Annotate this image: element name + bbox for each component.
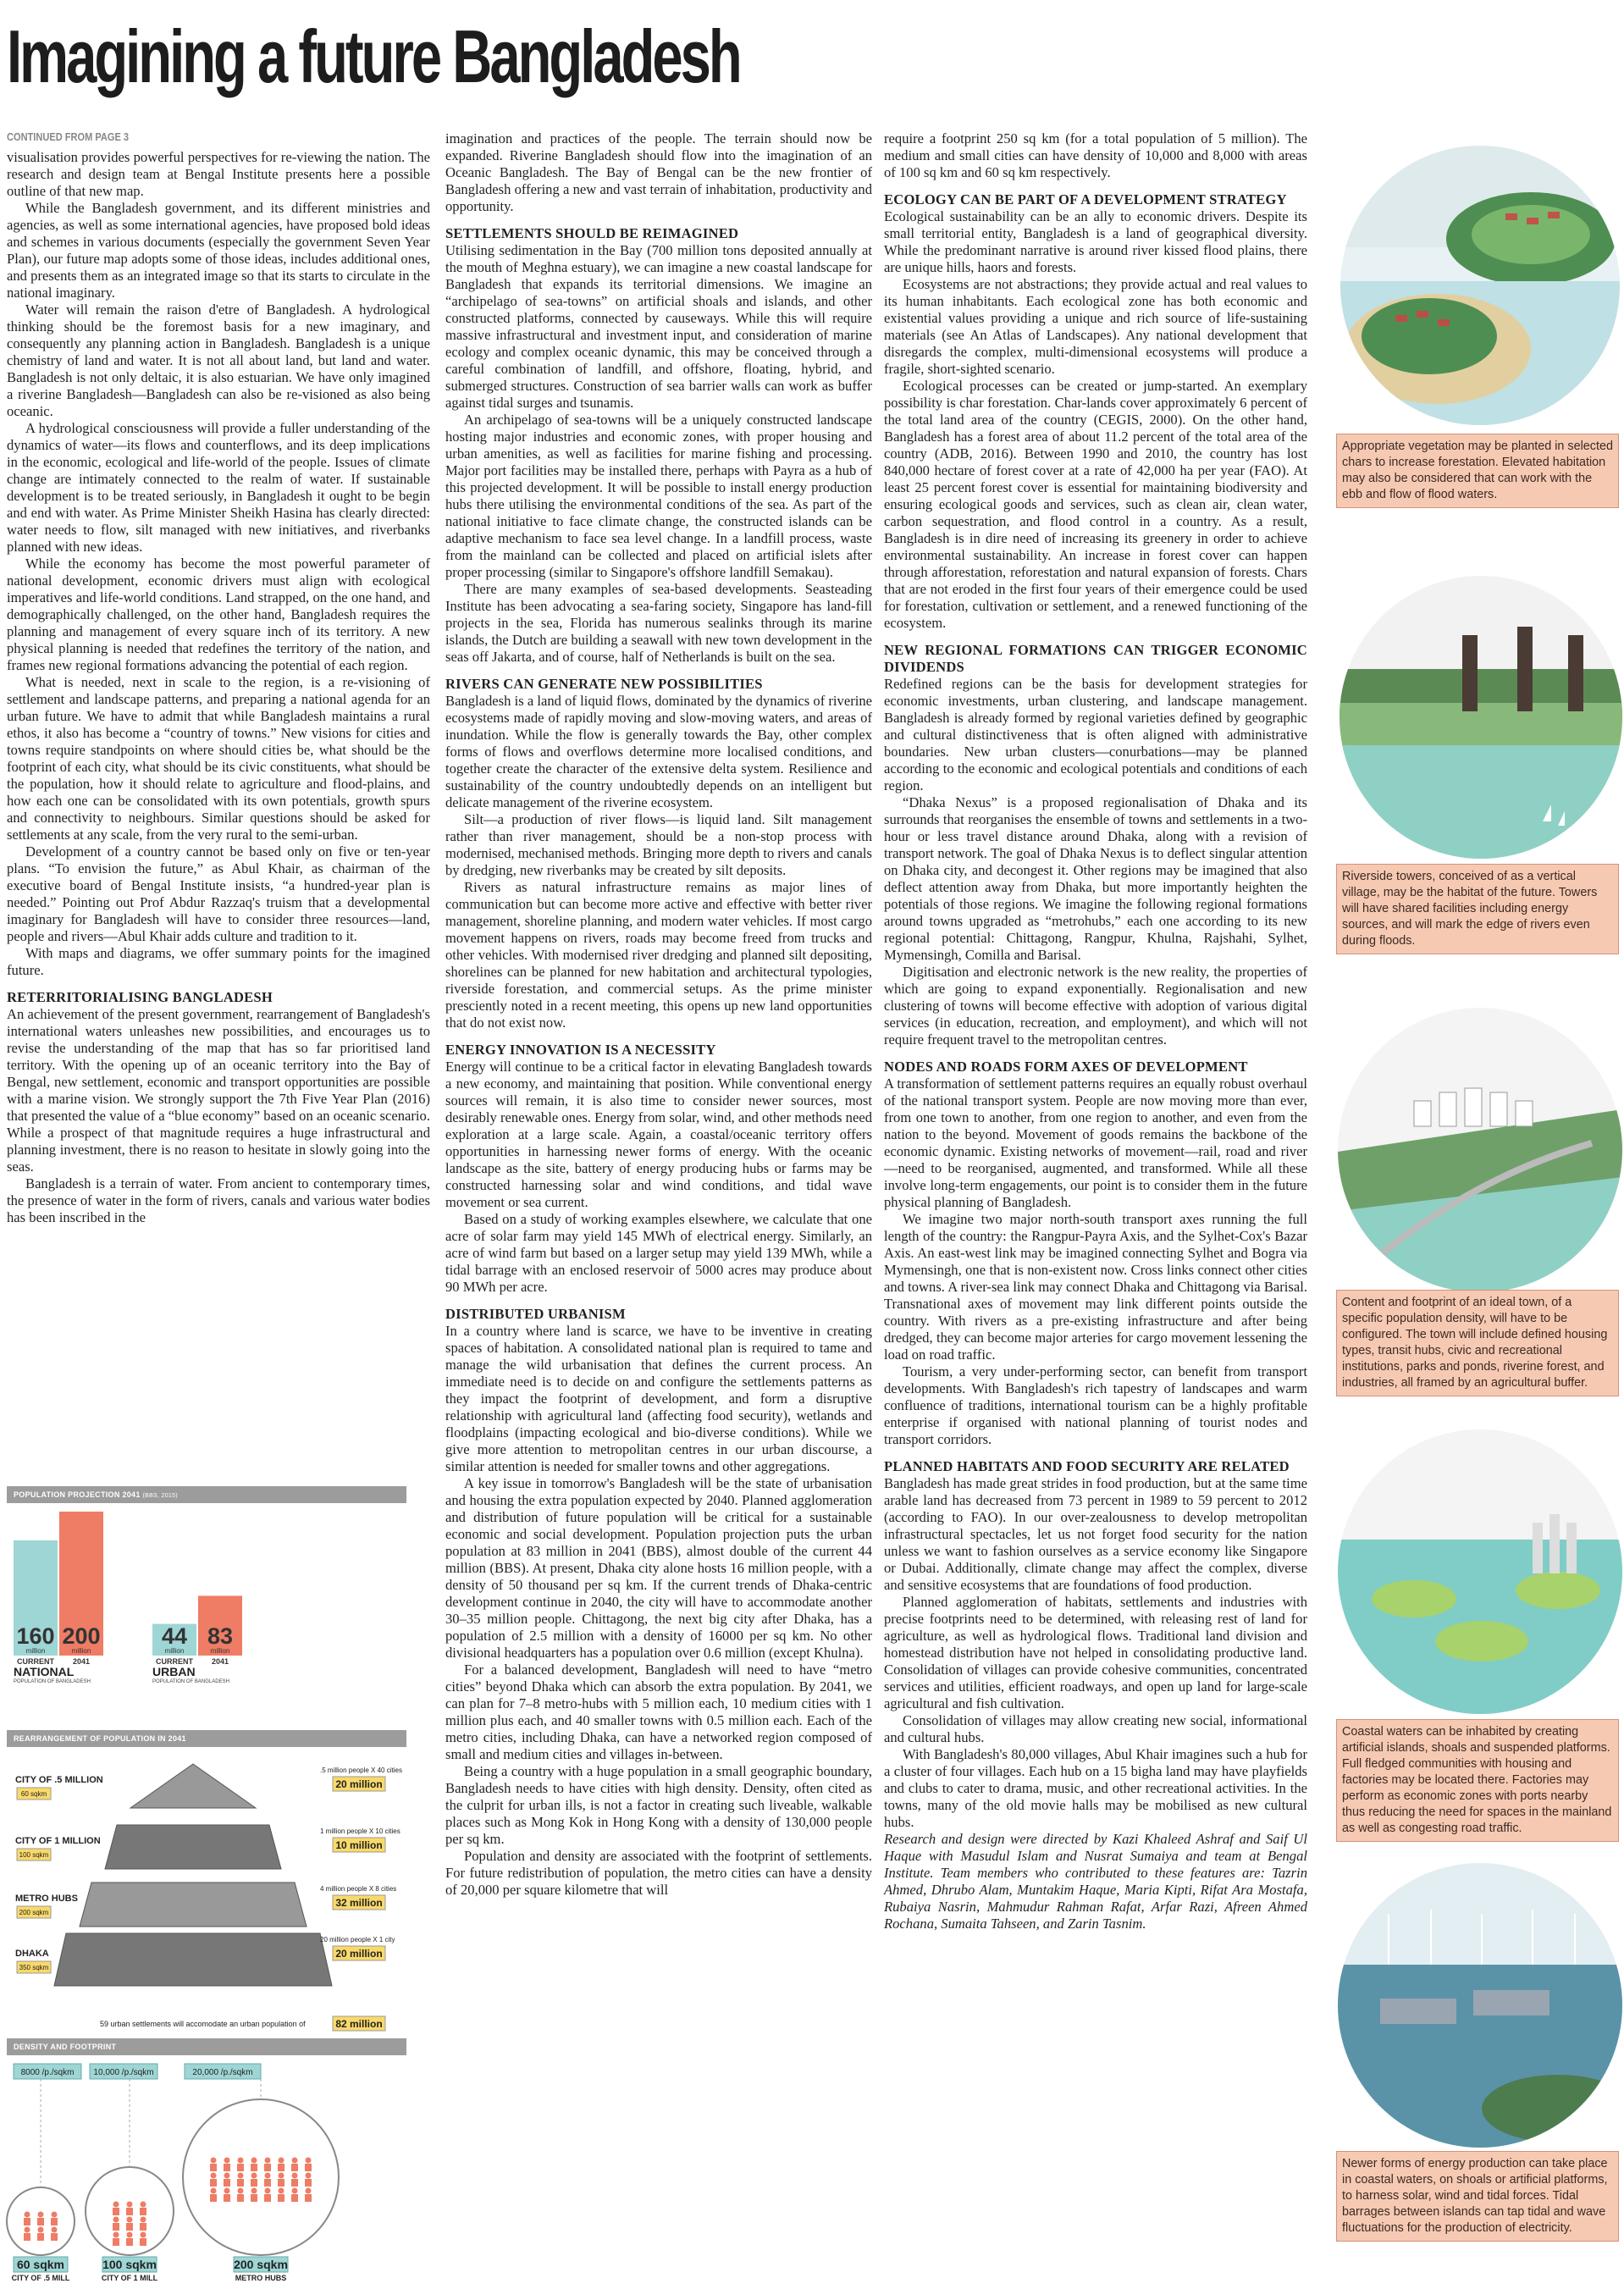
person-icon xyxy=(305,2179,312,2187)
paragraph: Bangladesh has made great strides in food production, but at the same time arable land has decreased from 73 percent in 1989 to 59 percent to 2012 (according to FAO). In our over-zealousness to develop metropolitan infrastructural spectacles, let us not forget food security for the nation unless we want to fashion ourselves as a service economy like Singapore or Dubai. Additionally, climate change may affect the complex, diverse and sensitive ecosystems that are foundations of food production. xyxy=(884,1475,1307,1593)
paragraph: Consolidation of villages may allow creating new social, informational and cultural hubs. xyxy=(884,1712,1307,1745)
density-value: 10,000 /p./sqkm xyxy=(93,2068,154,2077)
caption-char-forestation: Appropriate vegetation may be planted in selected chars to increase forestation. Elevated habitation may also be considered that can work with the ebb and flow of flood waters. xyxy=(1336,434,1619,508)
urban-group-sub: POPULATION OF BANGLADESH xyxy=(152,1679,229,1684)
density-value: 20,000 /p./sqkm xyxy=(192,2068,253,2077)
article-column-2 xyxy=(445,130,872,2286)
paragraph: “Dhaka Nexus” is a proposed regionalisation of Dhaka and its surrounds that reorganises the ensemble of towns and settlements in a two-hour or less travel distance around Dhaka, along with a revision of transport network. The goal of Dhaka Nexus is to deflect singular attention on Dhaka city, and decongest it. Other regions may be imagined that also deflect attention away from Dhaka, but more importantly heighten the potentials of those regions. We imagine the following regional formations around towns upgraded as “metrohubs,” each one according to its new regional potential: Chittagong, Rangpur, Khulna, Rajshahi, Sylhet, Mymensingh, Comilla and Barisal. xyxy=(884,794,1307,963)
tier-name: DHAKA xyxy=(15,1949,49,1959)
person-icon xyxy=(291,2164,298,2171)
person-icon xyxy=(305,2194,312,2202)
person-icon xyxy=(126,2223,133,2231)
person-icon xyxy=(237,2179,244,2187)
paragraph: An achievement of the present government, rearrangement of Bangladesh's international waters unleashes new possibilities, and encourages us to revise the understanding of the map that has so far prioritised land territory. With the opening up of an oceanic territory into the Bay of Bengal, new settlement, economic and transport opportunities are possible with a marine vision. We strongly support the 7th Five Year Plan (2016) that presented the value of a “blue economy” based on an oceanic scenario. While a prospect of that magnitude requires a huge infrastructural and planning investment, there is no reason to hesitate in slowly going into the seas. xyxy=(7,1006,430,1175)
density-header: DENSITY AND FOOTPRINT xyxy=(7,2038,406,2055)
rearrangement-header: REARRANGEMENT OF POPULATION IN 2041 xyxy=(7,1730,406,1747)
paragraph: Water will remain the raison d'etre of Bangladesh. A hydrological thinking should be the foremost basis for a new imaginary, and consequently any planning action in Bangladesh. Bangladesh is a unique chemistry of land and water. It is not all about land, but land and water. Bangladesh is not only deltaic, it is also estuarian. We have only imagined a riverine Bangladesh—Bangladesh can also be re-visioned as also being oceanic. xyxy=(7,301,430,419)
national-current-unit: million xyxy=(25,1647,46,1655)
paragraph: Energy will continue to be a critical factor in elevating Bangladesh towards a new economy, and maintaining that position. While conventional energy sources will remain, it is also time to consider newer sources, most desirably renewable ones. Energy from solar, wind, and other methods need exploration at a large scale. Again, a coastal/oceanic territory offers opportunities in harnessing newer forms of energy. With the oceanic landscape as the site, battery of energy producing hubs or farms may be constructed harnessing solar and wind conditions, and tidal wave movement or sea current. xyxy=(445,1059,872,1210)
riverside-towers-illustration xyxy=(1340,576,1622,859)
person-icon xyxy=(238,2188,244,2194)
tier-area: 200 sqkm xyxy=(19,1909,49,1916)
article-column-1 xyxy=(7,149,430,1453)
urban-group-label: URBAN xyxy=(152,1665,196,1678)
section-heading: DISTRIBUTED URBANISM xyxy=(445,1306,626,1322)
person-icon xyxy=(113,2232,119,2238)
person-icon xyxy=(279,2158,284,2164)
person-icon xyxy=(306,2158,312,2164)
pop-header-label: POPULATION PROJECTION 2041 xyxy=(14,1490,141,1499)
person-icon xyxy=(140,2223,146,2231)
paragraph: With maps and diagrams, we offer summary points for the imagined future. xyxy=(7,945,430,978)
tier-area: 350 sqkm xyxy=(19,1964,49,1971)
person-icon xyxy=(140,2208,146,2215)
national-future-unit: million xyxy=(71,1647,91,1655)
paragraph: An archipelago of sea-towns will be a uniquely constructed landscape hosting major industries and economic zones, with proper housing and urban amenities, as well as facilities for marine fishing and processing. Major port facilities may be installed there, perhaps with Payra as a hub of this projected development. It will be possible to install energy production hubs there utilising the environmental conditions of the sea. As part of the national initiative to face climate change, the constructed islands can be adaptive mechanism to face sea level change. In a landfill process, waste from the mainland can be collected and placed on artificial islets after proper processing (similar to Singapore's offshore landfill Semakau). xyxy=(445,412,872,580)
area-value: 200 sqkm xyxy=(234,2258,288,2271)
page-title: Imagining a future Bangladesh xyxy=(7,14,740,98)
energy-production-illustration xyxy=(1338,1863,1622,2148)
tier-area: 100 sqkm xyxy=(19,1851,49,1859)
section-heading: NODES AND ROADS FORM AXES OF DEVELOPMENT xyxy=(884,1059,1248,1075)
population-infographic xyxy=(7,1486,440,2289)
person-icon xyxy=(24,2233,30,2241)
person-icon xyxy=(238,2158,244,2164)
person-icon xyxy=(264,2179,271,2187)
person-icon xyxy=(251,2188,257,2194)
paragraph: Being a country with a huge population in a small geographic boundary, Bangladesh needs to have cities with high density. Density, often cited as the culprit for urban ills, is not a factor in creating such liveable, walkable places such as Mong Kok in Hong Kong with a density of 130,000 people per sq km. xyxy=(445,1763,872,1847)
person-icon xyxy=(251,2173,257,2179)
area-value: 60 sqkm xyxy=(16,2258,65,2271)
tier-people: 20 million people X 1 city xyxy=(320,1936,395,1943)
person-icon xyxy=(25,2212,30,2218)
person-icon xyxy=(224,2164,230,2171)
paragraph: Bangladesh is a land of liquid flows, dominated by the dynamics of riverine ecosystems made of rapidly moving and slow-moving waters, and areas of inundation. While the flow is generally towards the Bay, other complex forms of flows and overflows determine more localised conditions, and together create the character of the extensive delta system. Resilience and sustainability of the country undoubtedly depends on an intelligent but delicate management of the riverine ecosystem. xyxy=(445,693,872,810)
pyramid-total: 82 million xyxy=(335,2018,383,2030)
person-icon xyxy=(37,2218,44,2225)
person-icon xyxy=(126,2238,133,2246)
tier-people: 1 million people X 10 cities xyxy=(320,1827,400,1835)
paragraph: In a country where land is scarce, we have to be inventive in creating spaces of habitation. A consolidated national plan is required to tame and manage the wild urbanisation that defines the current process. An immediate need is to decide on and configure the settlements patterns as they impact the footprint of development, and form a disruptive relationship with agricultural land (affecting food security), wetlands and floodplains (impacting ecological and bio-diverse conditions). While we give more attention to metropolitan centres in our urban discourse, a similar attention is needed for smaller towns and other aggregations. xyxy=(445,1323,872,1474)
person-icon xyxy=(210,2179,217,2187)
paragraph: Ecological processes can be created or jump-started. An exemplary possibility is char forestation. Char-lands cover approximately 6 percent of the total land area of the country (CEGIS, 2000). On the other hand, Bangladesh has a forest area of about 11.2 percent of the total area of the country (ADB, 2016). Between 1990 and 2010, the country has lost 840,000 hectare of forest cover at a rate of 42,000 ha per year (FAO). At least 25 percent forest cover is essential for maintaining biodiversity and ensuring ecological goods and services, such as clean air, clean water, carbon sequestration, and flood control in a country. As a result, Bangladesh is in dire need of increasing its greenery in order to achieve environmental sustainability. An increase in forest cover can happen through afforestation, reforestation and natural expansion of forests. Chars that are not eroded in the first four years of their emergence could be used for forestation, cultivation or settlement, and a renewed functioning of the ecosystem. xyxy=(884,378,1307,631)
tier-name: CITY OF .5 MILLION xyxy=(15,1775,103,1785)
paragraph: We imagine two major north-south transport axes running the full length of the country: the Rangpur-Payra Axis, and the Sylhet-Cox's Bazar Axis. An east-west link may be imagined connecting Sylhet and Bogra via Mymensingh, one that is non-existent now. Cross links connect other cities and towns. A river-sea link may connect Dhaka and Chittagong via Barisal. Transnational axes of movement may link different points outside the country. With rivers as a pre-existing infrastructure and after being dredged, they can become major arteries for cargo movement lessening the load on road traffic. xyxy=(884,1211,1307,1363)
person-icon xyxy=(52,2227,58,2233)
person-icon xyxy=(279,2188,284,2194)
person-icon xyxy=(211,2158,217,2164)
paragraph: For a balanced development, Bangladesh will need to have “metro cities” beyond Dhaka which can absorb the extra population. By 2041, we can plan for 7–8 metro-hubs with 5 million each, 10 medium cities with 1 million plus each, and 40 smaller towns with 0.5 million each. Each of the metro cities, including Dhaka, can have a networked region composed of small and medium cities and villages in-between. xyxy=(445,1661,872,1762)
section-heading: RIVERS CAN GENERATE NEW POSSIBILITIES xyxy=(445,676,763,692)
person-icon xyxy=(224,2179,230,2187)
paragraph: Population and density are associated with the footprint of settlements. For future redistribution of population, the metro cities can have a density of 20,000 per square kilometre that will xyxy=(445,1848,872,1898)
density-name: CITY OF 1 MILL xyxy=(101,2274,158,2282)
paragraph: Digitisation and electronic network is the new reality, the properties of which are going to expand exponentially. Regionalisation and new clustering of towns will become effective with adoption of various digital services (in education, recreation, and employment), and which will not require frequent travel to the metropolitan centres. xyxy=(884,964,1307,1048)
pyramid-tier xyxy=(80,1883,307,1927)
pyramid-note: 59 urban settlements will accomodate an urban population of xyxy=(100,2020,306,2028)
person-icon xyxy=(224,2173,230,2179)
person-icon xyxy=(210,2164,217,2171)
paragraph: Redefined regions can be the basis for development strategies for economic investments, urban clustering, and landscape management. Bangladesh is already formed by regional varieties defined by geographic and cultural distinctiveness that is often aligned with administrative boundaries. New urban clusters—conurbations—may be planned according to the economic and ecological potentials and conditions of each region. xyxy=(884,676,1307,793)
person-icon xyxy=(140,2238,146,2246)
person-icon xyxy=(210,2194,217,2202)
paragraph: Rivers as natural infrastructure remains as major lines of communication but can become more active and effective with better river management, shoreline planning, and modern water vehicles. If most cargo movement happens on rivers, roads may become freed from trucks and other vehicles. With modernised river dredging and planned silt depositing, shorelines can be planned for new habitation and architectural typologies, riverside forestation, and commercial setups. As the prime minister presciently noted in a recent meeting, this opens up new land opportunities that do not exist now. xyxy=(445,879,872,1031)
paragraph: Silt—a production of river flows—is liquid land. Silt management rather than river management, should be a non-stop process with modernised, mechanised methods. Bringing more depth to rivers and canals by dredging, new riverbanks may be created by silt deposits. xyxy=(445,811,872,878)
tier-people: .5 million people X 40 cities xyxy=(320,1767,402,1774)
person-icon xyxy=(224,2194,230,2202)
paragraph: Development of a country cannot be based only on five or ten-year plans. “To envision the future,” as Abul Khair, as chairman of the executive board of Bengal Institute insists, “a hundred-year plan is needed.” Pointing out Prof Abdur Razzaq's truism that a developmental imaginary for Bangladesh will have to consider three resources—land, people and rivers—Abul Khair adds culture and tradition to it. xyxy=(7,843,430,944)
pyramid-tier xyxy=(105,1825,281,1869)
person-icon xyxy=(238,2173,244,2179)
paragraph: Bangladesh is a terrain of water. From ancient to contemporary times, the presence of water in the form of rivers, canals and various water bodies has been inscribed in the xyxy=(7,1175,430,1225)
person-icon xyxy=(51,2218,58,2225)
national-current-label: CURRENT xyxy=(17,1657,54,1666)
paragraph: A key issue in tomorrow's Bangladesh will be the state of urbanisation and housing the extra population expected by 2040. Planned agglomeration and distribution of future population will be critical for a sustainable economic and social development. Population projection puts the urban population at 83 million in 2041 (BBS), almost double of the current 44 million (BBS). At present, Dhaka city alone hosts 16 million people, with a density of 50 thousand per sq km. If the current trends of Dhaka-centric development continue in 2040, the city will have to accommodate another 30–35 million people. Chittagong, the next big city after Dhaka, has a population of 2.5 million with a density of 16000 per sq km. No other divisional headquarters has a population over 0.6 million (except Khulna). xyxy=(445,1475,872,1661)
paragraph: What is needed, next in scale to the region, is a re-visioning of settlement and landscape patterns, and preparing a national agenda for an urban future. We have to admit that while Bangladesh maintains a rural ethos, it also has become a “country of towns.” New visions for cities and towns require standpoints on where should cities be, what should be the footprint of each city, what should be its civic constituents, what should be the population, how it should relate to agriculture and flood-plains, and how each one can be consolidated with its own potentials, growth spurs and connectivity to neighbours. Similar questions should be asked for settlements at any scale, from the very rural to the semi-urban. xyxy=(7,674,430,843)
person-icon xyxy=(292,2173,298,2179)
density-footprint-diagram xyxy=(7,2059,406,2289)
national-current-value: 160 xyxy=(16,1623,55,1649)
tier-total: 10 million xyxy=(335,1839,383,1851)
article-column-3 xyxy=(884,130,1307,2286)
person-icon xyxy=(51,2233,58,2241)
urban-future-label: 2041 xyxy=(211,1657,229,1666)
person-icon xyxy=(278,2194,284,2202)
density-name: METRO HUBS xyxy=(235,2274,287,2282)
section-heading: PLANNED HABITATS AND FOOD SECURITY ARE RELATED xyxy=(884,1458,1290,1474)
section-heading: SETTLEMENTS SHOULD BE REIMAGINED xyxy=(445,225,739,241)
urban-current-unit: million xyxy=(164,1647,185,1655)
person-icon xyxy=(292,2158,298,2164)
person-icon xyxy=(113,2208,119,2215)
person-icon xyxy=(251,2164,257,2171)
person-icon xyxy=(113,2223,119,2231)
pyramid-tier xyxy=(54,1933,332,1986)
person-icon xyxy=(265,2188,271,2194)
paragraph: While the economy has become the most powerful parameter of national development, economic drivers must align with ecological imperatives and life-world conditions. Land strapped, on the one hand, and demographically challenged, on the other hand, Bangladesh requires the planning and management of every square inch of its territory. A new physical planning is needed that redefines the territory of the nation, and frames new regional formations advancing the potential of each region. xyxy=(7,556,430,673)
person-icon xyxy=(211,2173,217,2179)
urban-current-label: CURRENT xyxy=(156,1657,193,1666)
national-group-label: NATIONAL xyxy=(14,1665,75,1678)
population-bar-chart xyxy=(7,1507,261,1684)
person-icon xyxy=(127,2232,133,2238)
person-icon xyxy=(141,2202,146,2208)
person-icon xyxy=(251,2158,257,2164)
person-icon xyxy=(38,2212,44,2218)
pop-header-source: (BBS, 2015) xyxy=(142,1493,178,1499)
tier-area: 60 sqkm xyxy=(20,1790,47,1798)
section-heading: ENERGY INNOVATION IS A NECESSITY xyxy=(445,1042,716,1058)
paragraph: There are many examples of sea-based developments. Seasteading Institute has been advocating a sea-faring society, Singapore has land-fill projects in the sea, Florida has numerous sealinks through its marine islands, the Dutch are building a seawall with new town development in the seas off Jakarta, and of course, half of Netherlands is built on the sea. xyxy=(445,581,872,665)
person-icon xyxy=(292,2188,298,2194)
person-icon xyxy=(52,2212,58,2218)
tier-total: 20 million xyxy=(335,1778,383,1790)
section-heading: RETERRITORIALISING BANGLADESH xyxy=(7,989,273,1005)
person-icon xyxy=(278,2164,284,2171)
paragraph: A hydrological consciousness will provide a fuller understanding of the dynamics of water—its flows and counterflows, and its deep implications in the economic, ecological and life-world of the people. Issues of climate change are intimately connected to the realm of water. If sustainable development is to be treated seriously, in Bangladesh it ought to be begin and end with water. As Prime Minister Sheikh Hasina has clearly directed: water needs to flow, silt managed with new initiatives, and riverbanks planned with new ideas. xyxy=(7,420,430,555)
person-icon xyxy=(224,2188,230,2194)
paragraph: Ecosystems are not abstractions; they provide actual and real values to its human inhabitants. Each ecological zone has both economic and existential values providing a unique and rich source of life-sustaining materials (see An Atlas of Landscapes). Any national development that disregards the complex, multi-dimensional ecosystems will produce a fragile, short-sighted scenario. xyxy=(884,276,1307,377)
urban-future-unit: million xyxy=(210,1647,230,1655)
tier-name: METRO HUBS xyxy=(15,1894,78,1904)
tier-name: CITY OF 1 MILLION xyxy=(15,1836,101,1846)
national-group-sub: POPULATION OF BANGLADESH xyxy=(14,1679,91,1684)
paragraph: visualisation provides powerful perspectives for re-viewing the nation. The research and design team at Bengal Institute presents here a possible outline of that new map. xyxy=(7,149,430,199)
person-icon xyxy=(127,2202,133,2208)
paragraph: With Bangladesh's 80,000 villages, Abul Khair imagines such a hub for a cluster of four villages. Each hub on a 15 bigha land may have playfields and clubs to cater to drama, music, and other recreational activities. In the towns, many of the old movie halls may be mobilised as new cultural hubs. xyxy=(884,1746,1307,1830)
urban-current-value: 44 xyxy=(161,1623,188,1649)
national-future-label: 2041 xyxy=(72,1657,91,1666)
coastal-islands-illustration xyxy=(1338,1429,1622,1714)
person-icon xyxy=(251,2194,257,2202)
char-forest-illustration xyxy=(1336,146,1624,425)
tier-total: 32 million xyxy=(335,1897,383,1909)
person-icon xyxy=(237,2194,244,2202)
person-icon xyxy=(306,2173,312,2179)
person-icon xyxy=(264,2194,271,2202)
paragraph: While the Bangladesh government, and its different ministries and agencies, as well as some international agencies, have proposed bold ideas and schemes in various documents (especially the government Seven Year Plan), our future map adopts some of those ideas, includes additional ones, and presents them as an integrated image so that its starts to circulate in the national imaginary. xyxy=(7,200,430,301)
person-icon xyxy=(211,2188,217,2194)
paragraph: Based on a study of working examples elsewhere, we calculate that one acre of solar farm may yield 145 MWh of electrical energy. Similarly, an acre of wind farm but based on a larger setup may yield 139 MWh, while a tidal barrage with an enclosed reservoir of 5000 acres may produce about 90 MWh per acre. xyxy=(445,1211,872,1295)
credits-paragraph: Research and design were directed by Kazi Khaleed Ashraf and Saif Ul Haque with Masudul Islam and Nusrat Sumaiya and team at Bengal Institute. Team members who contributed to these features are: Tazrin Ahmed, Dhrubo Alam, Muntakim Haque, Maria Kipti, Rifat Ara Mostafa, Rubaiya Nasrin, Mahmudur Rahman Rafat, Arfar Razi, Afreen Ahmed Rochana, Sumaita Tahseen, and Zarin Tasnim. xyxy=(884,1831,1307,1932)
person-icon xyxy=(306,2188,312,2194)
tier-total: 20 million xyxy=(335,1948,383,1960)
person-icon xyxy=(305,2164,312,2171)
urban-future-value: 83 xyxy=(207,1623,234,1649)
paragraph: require a footprint 250 sq km (for a total population of 5 million). The medium and small cities can have density of 10,000 and 8,000 with areas of 100 sq km and 60 sq km respectively. xyxy=(884,130,1307,180)
tier-people: 4 million people X 8 cities xyxy=(320,1885,397,1893)
person-icon xyxy=(265,2173,271,2179)
person-icon xyxy=(224,2158,230,2164)
caption-coastal-waters: Coastal waters can be inhabited by creating artificial islands, shoals and suspended platforms. Full fledged communities with housing and factories may be located there. Factories may perform as economic zones with ports nearby thus reducing the need for spaces in the mainland as well as congesting road traffic. xyxy=(1336,1719,1619,1842)
person-icon xyxy=(37,2233,44,2241)
person-icon xyxy=(291,2194,298,2202)
person-icon xyxy=(126,2208,133,2215)
pyramid-tier xyxy=(130,1764,256,1808)
density-name: CITY OF .5 MILL xyxy=(11,2274,70,2282)
area-value: 100 sqkm xyxy=(102,2258,157,2271)
person-icon xyxy=(265,2158,271,2164)
person-icon xyxy=(127,2217,133,2223)
person-icon xyxy=(38,2227,44,2233)
paragraph: Planned agglomeration of habitats, settlements and industries with precise footprints need to be determined, with releasing rest of land for agriculture, as well as hydrological flows. Traditional land division and homestead distribution have not helped in consolidating productive land. Consolidation of villages can provide cohesive communities, concentrated services and utilities, efficient roadways, and open up land for large-scale agricultural and fish cultivation. xyxy=(884,1594,1307,1711)
caption-riverside-towers: Riverside towers, conceived of as a vertical village, may be the habitat of the future. Towers will have shared facilities including energy sources, and will mark the edge of rivers even during floods. xyxy=(1336,864,1619,954)
population-pyramid xyxy=(7,1755,406,2035)
ideal-town-illustration xyxy=(1338,1008,1622,1292)
footprint-circle xyxy=(183,2099,339,2255)
national-future-value: 200 xyxy=(62,1623,101,1649)
person-icon xyxy=(113,2217,119,2223)
person-icon xyxy=(141,2232,146,2238)
person-icon xyxy=(264,2164,271,2171)
caption-energy-production: Newer forms of energy production can take place in coastal waters, on shoals or artificial platforms, to harness solar, wind and tidal forces. Tidal barrages between islands can tap tidal and wave fluctuations for the production of electricity. xyxy=(1336,2151,1619,2242)
person-icon xyxy=(251,2179,257,2187)
paragraph: Utilising sedimentation in the Bay (700 million tons deposited annually at the mouth of Meghna estuary), we can imagine a new coastal landscape for Bangladesh that expands its territorial dimensions. We imagine an “archipelago of sea-towns” on artificial shoals and islands, and other constructed platforms, connected by causeways. While this will require massive infrastructural and investment input, and consideration of marine ecology and complex oceanic dynamic, this may be conceived through a careful combination of landfill, and offshore, floating, hybrid, and submerged structures. Construction of sea barrier walls can work as buffer against tidal surges and tsunamis. xyxy=(445,242,872,411)
person-icon xyxy=(113,2202,119,2208)
paragraph: Tourism, a very under-performing sector, can benefit from transport developments. With Bangladesh's rich tapestry of landscapes and warm confluence of traditions, international tourism can be a highly profitable enterprise if organised with national planning of tourist nodes and transport corridors. xyxy=(884,1363,1307,1447)
paragraph: Ecological sustainability can be an ally to economic drivers. Despite its small territorial entity, Bangladesh is a land of geographical diversity. While the predominant narrative is around river kissed flood plains, there are unique hills, haors and forests. xyxy=(884,208,1307,275)
person-icon xyxy=(25,2227,30,2233)
person-icon xyxy=(113,2238,119,2246)
person-icon xyxy=(24,2218,30,2225)
person-icon xyxy=(237,2164,244,2171)
person-icon xyxy=(141,2217,146,2223)
section-heading: NEW REGIONAL FORMATIONS CAN TRIGGER ECONOMIC DIVIDENDS xyxy=(884,642,1307,675)
person-icon xyxy=(279,2173,284,2179)
density-value: 8000 /p./sqkm xyxy=(20,2068,75,2077)
paragraph: A transformation of settlement patterns requires an equally robust overhaul of the national transport system. People are now moving more than ever, from one town to another, from one region to another, and even from the nation to the beyond. Movement of goods remains the backbone of the economic dynamic. Existing networks of movement—rail, road and river—need to be reorganised, augmented, and transformed. While all these involve long-term engagements, our point is to consider them in the future physical planning of Bangladesh. xyxy=(884,1075,1307,1210)
population-projection-header xyxy=(7,1486,406,1503)
person-icon xyxy=(278,2179,284,2187)
paragraph: imagination and practices of the people. The terrain should now be expanded. Riverine Bangladesh should flow into the imagination of an Oceanic Bangladesh. The Bay of Bengal can be the new frontier of Bangladesh offering a new and vast terrain of inhabitation, productivity and opportunity. xyxy=(445,130,872,214)
continued-label: CONTINUED FROM PAGE 3 xyxy=(7,130,130,143)
caption-ideal-town: Content and footprint of an ideal town, of a specific population density, will have to be configured. The town will include defined housing types, transit hubs, civic and recreational institutions, parks and ponds, riverine forest, and industries, all framed by an agricultural buffer. xyxy=(1336,1290,1619,1396)
section-heading: ECOLOGY CAN BE PART OF A DEVELOPMENT STRATEGY xyxy=(884,191,1287,207)
person-icon xyxy=(291,2179,298,2187)
